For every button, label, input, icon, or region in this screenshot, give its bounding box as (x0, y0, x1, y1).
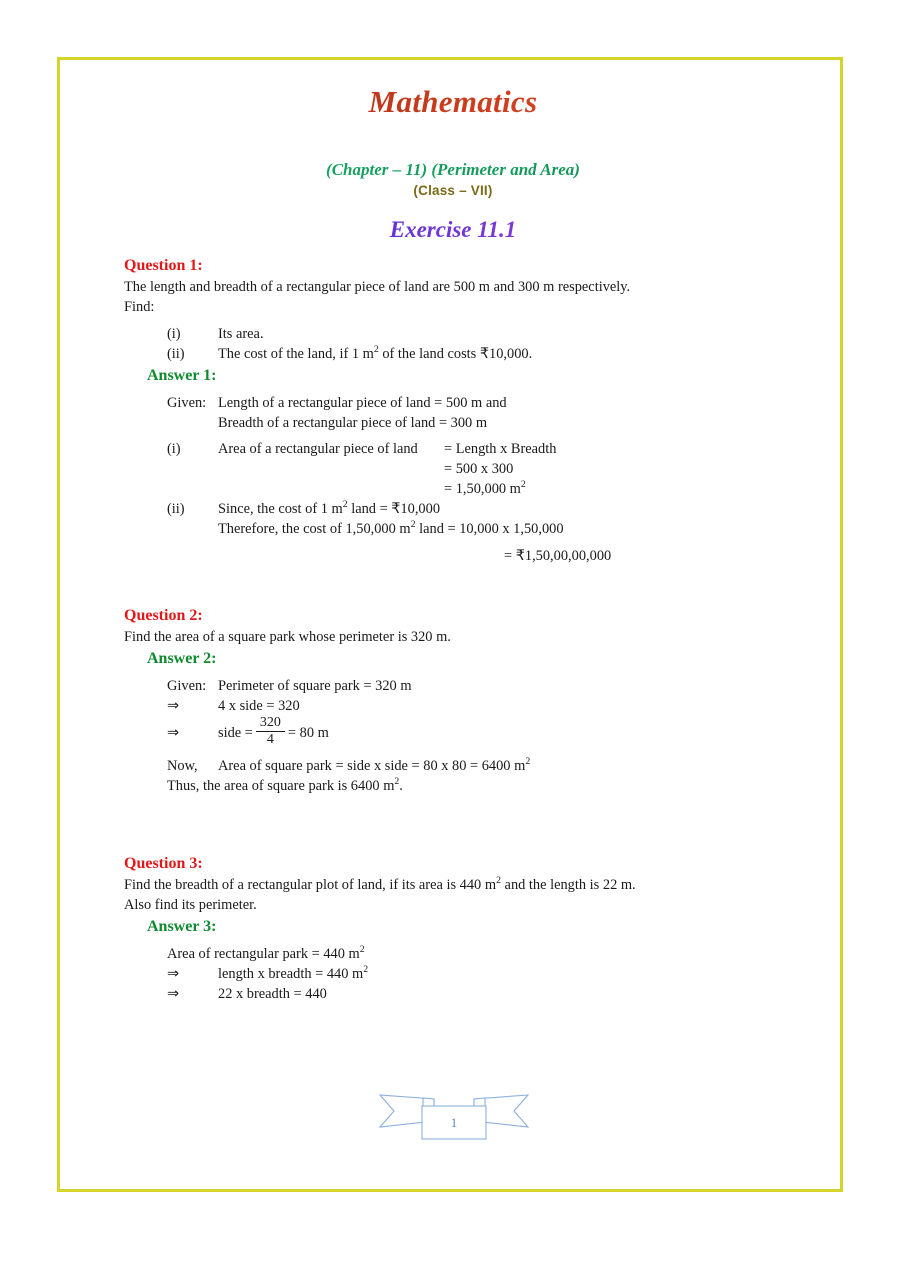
answer-3-line-3-row (124, 985, 824, 1005)
answer-1-step-ii-result-row (124, 547, 824, 567)
answer-1-step-ii-line-1 (124, 500, 824, 520)
question-block-2 (124, 605, 824, 798)
subitem-label-ii: (ii) (167, 345, 185, 362)
chapter-subtitle: (Chapter – 11) (Perimeter and Area) (60, 160, 846, 180)
answer-2-now-line: Area of square park = side x side = 80 x 80 = 6400 $m^2$ (218, 756, 531, 775)
implies-arrow-icon-2: ⇒ (167, 724, 180, 741)
step-ii-result: = ₹1,50,00,00,000 (504, 547, 612, 564)
answer-3-line-1-row (124, 945, 824, 965)
question-1-subitem-ii (124, 345, 824, 365)
answer-2-step-1-row (124, 697, 824, 717)
step-ii-label: (ii) (167, 501, 185, 518)
answer-2-now-row (124, 757, 824, 777)
answer-1-step-i-result-3-row (124, 480, 824, 500)
answer-1-step-i (124, 440, 824, 460)
answer-1-heading: Answer 1: (147, 366, 217, 384)
now-label: Now, (167, 758, 198, 775)
question-2-prompt-line-1: Find the area of a square park whose perimeter is 320 m. (124, 628, 451, 645)
step-ii-text-2: Therefore, the cost of 1,50,000 $m^2$ land = 10,000 x 1,50,000 (218, 519, 564, 537)
question-1-heading: Question 1: (124, 257, 203, 274)
question-1-prompt-line-1: The length and breadth of a rectangular piece of land are 500 m and 300 m respectively. (124, 279, 631, 296)
implies-arrow-icon-4: ⇒ (167, 985, 180, 1002)
answer-2-step-1: 4 x side = 320 (218, 697, 300, 714)
answer-3-heading: Answer 3: (147, 918, 217, 936)
subitem-text-i: Its area. (218, 325, 264, 342)
given-label-2: Given: (167, 677, 207, 694)
answer-3-line-2: length x breadth = 440 $m^2$ (218, 964, 369, 982)
answer-2-heading: Answer 2: (147, 649, 217, 667)
document-title: Mathematics (60, 84, 846, 120)
step-i-result-2: = 500 x 300 (444, 461, 514, 478)
page-number-label: 1 (450, 1114, 458, 1130)
question-1-prompt-line-2: Find: (124, 298, 155, 315)
answer-2-step-2-suffix: = 80 m (287, 724, 329, 741)
question-3-prompt-line-1: Find the breadth of a rectangular plot of land, if its area is 440 $m^2$ and the length is 22 m. (124, 875, 636, 894)
answer-1-given-row (124, 394, 824, 414)
fraction-320-over-4 (258, 716, 283, 747)
step-i-result-3: = 1,50,000 $m^2$ (444, 479, 526, 498)
page-border-frame (57, 57, 843, 1192)
given-line-1: Length of a rectangular piece of land = 500 m and (218, 394, 507, 411)
step-i-label: (i) (167, 441, 181, 458)
question-2-heading: Question 2: (124, 606, 203, 624)
class-subtitle: (Class – VII) (413, 183, 493, 198)
given-label-1: Given: (167, 394, 207, 411)
answer-2-step-2-prefix: side = (218, 724, 253, 741)
fraction-denominator: 4 (256, 731, 285, 747)
subitem-label-i: (i) (167, 325, 181, 342)
given-line-2-1: Perimeter of square park = 320 m (218, 677, 412, 694)
answer-3-line-1: Area of rectangular park = 440 $m^2$ (167, 944, 365, 963)
question-block-1 (124, 255, 824, 567)
given-line-2: Breadth of a rectangular piece of land = 300 m (218, 414, 488, 431)
exercise-body (60, 255, 846, 1005)
step-ii-text-1: Since, the cost of 1 $m^2$ land = ₹10,000 (218, 499, 441, 518)
step-i-statement: Area of a rectangular piece of land (218, 441, 418, 458)
exercise-title: Exercise 11.1 (60, 217, 846, 243)
answer-2-thus-row (124, 777, 824, 797)
answer-1-step-i-result-2-row (124, 460, 824, 480)
answer-3-line-3: 22 x breadth = 440 (218, 985, 327, 1002)
question-3-prompt-line-2: Also find its perimeter. (124, 897, 257, 914)
subitem-text-ii: The cost of the land, if 1 $m^2$ of the land costs ₹10,000. (218, 343, 533, 362)
question-block-3 (124, 853, 824, 1005)
fraction-numerator: 320 (259, 714, 281, 730)
step-i-result-1: = Length x Breadth (444, 441, 557, 458)
answer-1-step-ii-line-2 (124, 520, 824, 540)
document-content (60, 60, 846, 1195)
answer-3-line-2-row (124, 965, 824, 985)
question-1-subitem-i (124, 325, 824, 345)
answer-1-given-row-2 (124, 414, 824, 434)
answer-2-thus-line: Thus, the area of square park is 6400 $m^2$. (167, 776, 403, 795)
answer-2-step-2-row (124, 716, 824, 750)
question-3-heading: Question 3: (124, 855, 203, 873)
implies-arrow-icon-3: ⇒ (167, 965, 180, 982)
implies-arrow-icon: ⇒ (167, 697, 180, 714)
answer-2-given-row (124, 677, 824, 697)
page-number-ribbon (376, 1089, 532, 1145)
